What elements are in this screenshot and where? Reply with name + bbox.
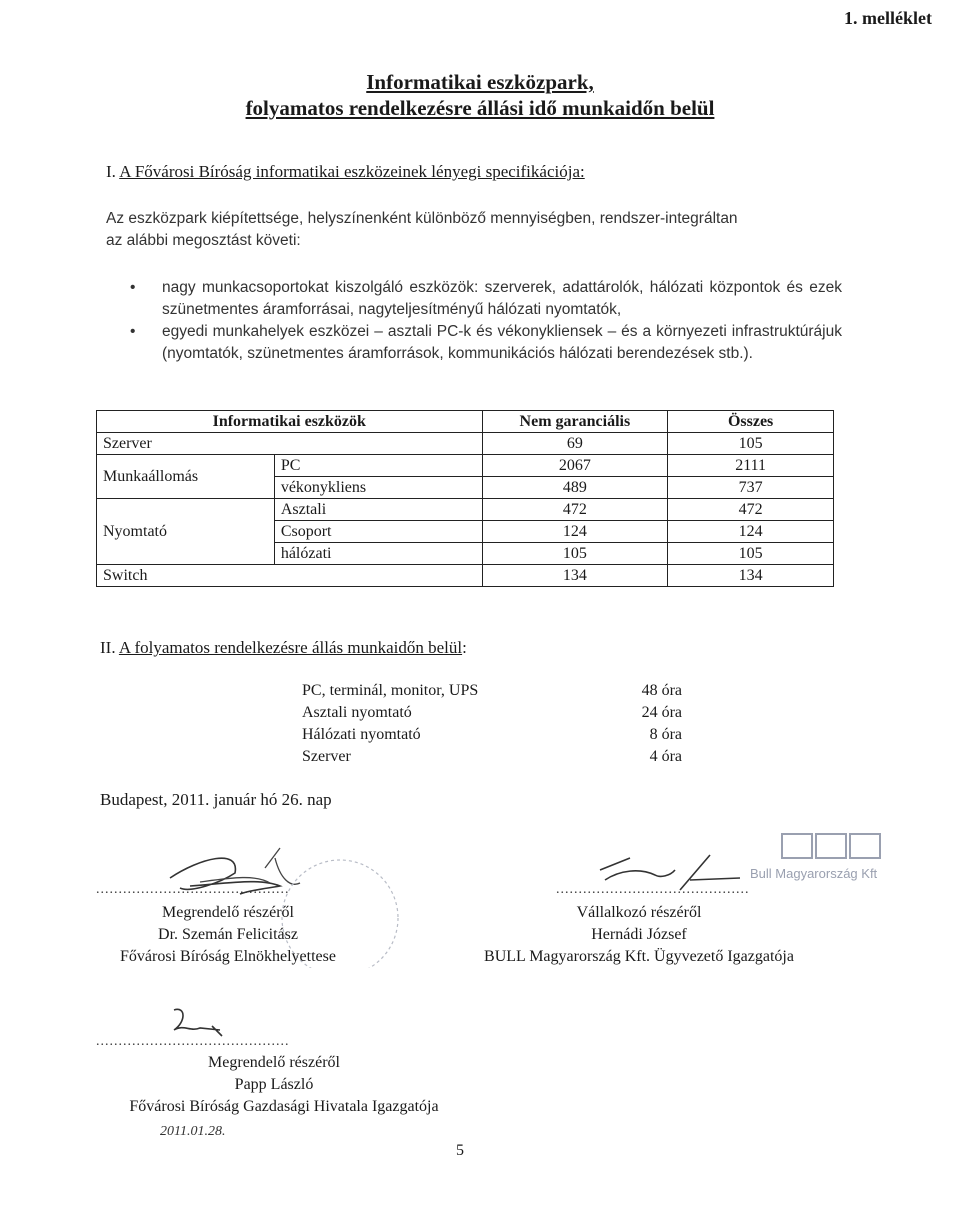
page-title-line2: folyamatos rendelkezésre állási idő munkaidőn belül [245, 96, 715, 120]
table-row [97, 455, 834, 477]
row-category: Szerver [97, 433, 483, 455]
stamp-text: Bull Magyarország Kft [750, 866, 878, 881]
bullet-text: nagy munkacsoportokat kiszolgáló eszközök: szerverek, adattárolók, hálózati központok és ezek szünetmentes áramforrásai, nagyteljesítményű hálózati nyomtatók, [162, 279, 842, 318]
cell-total: 472 [668, 499, 834, 521]
section2-heading [100, 638, 467, 658]
row-subcategory: vékonykliens [274, 477, 482, 499]
cell-non-warranty: 2067 [482, 455, 668, 477]
list-item [302, 702, 682, 724]
signature-title: BULL Magyarország Kft. Ügyvezető Igazgatója [484, 948, 794, 965]
signature-name: Hernádi József [591, 926, 687, 943]
header-non-warranty: Nem garanciális [482, 411, 668, 433]
row-category: Nyomtató [97, 499, 275, 565]
availability-value: 8 óra [649, 726, 682, 743]
availability-label: Asztali nyomtató [302, 704, 412, 721]
place-date: Budapest, 2011. január hó 26. nap [100, 790, 332, 809]
signature-block-contractor [452, 902, 826, 968]
section1-intro [106, 208, 842, 252]
cell-non-warranty: 472 [482, 499, 668, 521]
section1-heading-text: A Fővárosi Bíróság informatikai eszközeinek lényegi specifikációja: [119, 162, 585, 181]
availability-label: Szerver [302, 748, 351, 765]
cell-total: 134 [668, 565, 834, 587]
table-row [97, 499, 834, 521]
annex-label: 1. melléklet [844, 8, 932, 28]
section1-bullet-list [106, 277, 842, 365]
cell-non-warranty: 124 [482, 521, 668, 543]
cell-non-warranty: 134 [482, 565, 668, 587]
signature-name: Dr. Szemán Felicitász [158, 926, 298, 943]
signature-title: Fővárosi Bíróság Gazdasági Hivatala Igazgatója [129, 1098, 439, 1115]
section1-intro-line1: Az eszközpark kiépítettsége, helyszínenként különböző mennyiségben, rendszer-integráltan [106, 210, 738, 227]
signature-title: Fővárosi Bíróság Elnökhelyettese [120, 948, 336, 965]
row-subcategory: Csoport [274, 521, 482, 543]
page-number: 5 [456, 1142, 464, 1159]
availability-value: 48 óra [641, 682, 682, 699]
handwritten-date: 2011.01.28. [160, 1124, 226, 1139]
cell-non-warranty: 69 [482, 433, 668, 455]
header-devices: Informatikai eszközök [97, 411, 483, 433]
cell-total: 105 [668, 543, 834, 565]
cell-total: 105 [668, 433, 834, 455]
row-category: Munkaállomás [97, 455, 275, 499]
signature-block-customer1 [96, 902, 360, 968]
availability-label: Hálózati nyomtató [302, 726, 421, 743]
cell-total: 737 [668, 477, 834, 499]
bullet-icon: • [130, 279, 136, 296]
list-item [106, 277, 842, 321]
list-item [106, 321, 842, 365]
availability-value: 24 óra [641, 704, 682, 721]
signature-role: Megrendelő részéről [162, 904, 294, 921]
asset-table [96, 410, 834, 587]
availability-list [302, 680, 682, 768]
cell-non-warranty: 105 [482, 543, 668, 565]
signature-name: Papp László [234, 1076, 314, 1093]
section2-heading-text: A folyamatos rendelkezésre állás munkaidőn belül [118, 638, 463, 657]
section2-number: II. [100, 638, 116, 657]
list-item [302, 724, 682, 746]
signature-role: Megrendelő részéről [208, 1054, 340, 1071]
page-title-line1: Informatikai eszközpark, [366, 70, 594, 94]
signature-line-customer1: ........................................... [96, 882, 290, 897]
section1-heading [106, 162, 585, 182]
signature-block-customer2 [96, 1052, 472, 1118]
bullet-text: egyedi munkahelyek eszközei – asztali PC-k és vékonykliensek – és a környezeti infrastruktúrájuk (nyomtatók, szünetmentes áramforrások, kommunikációs hálózati berendezések stb.). [162, 323, 842, 362]
availability-label: PC, terminál, monitor, UPS [302, 682, 479, 699]
section1-intro-line2: az alábbi megosztást követi: [106, 232, 301, 249]
signature-line-contractor: ........................................... [556, 882, 750, 897]
cell-total: 2111 [668, 455, 834, 477]
bullet-icon: • [130, 323, 136, 340]
signature-line-customer2: ........................................... [96, 1034, 290, 1049]
header-total: Összes [668, 411, 834, 433]
row-subcategory: hálózati [274, 543, 482, 565]
table-header-row [97, 411, 834, 433]
row-category: Switch [97, 565, 483, 587]
signature-role: Vállalkozó részéről [576, 904, 702, 921]
section2-colon: : [462, 638, 467, 657]
list-item [302, 746, 682, 768]
section1-number: I. [106, 162, 116, 181]
row-subcategory: PC [274, 455, 482, 477]
availability-value: 4 óra [649, 748, 682, 765]
row-subcategory: Asztali [274, 499, 482, 521]
cell-non-warranty: 489 [482, 477, 668, 499]
cell-total: 124 [668, 521, 834, 543]
table-row [97, 565, 834, 587]
table-row [97, 433, 834, 455]
list-item [302, 680, 682, 702]
